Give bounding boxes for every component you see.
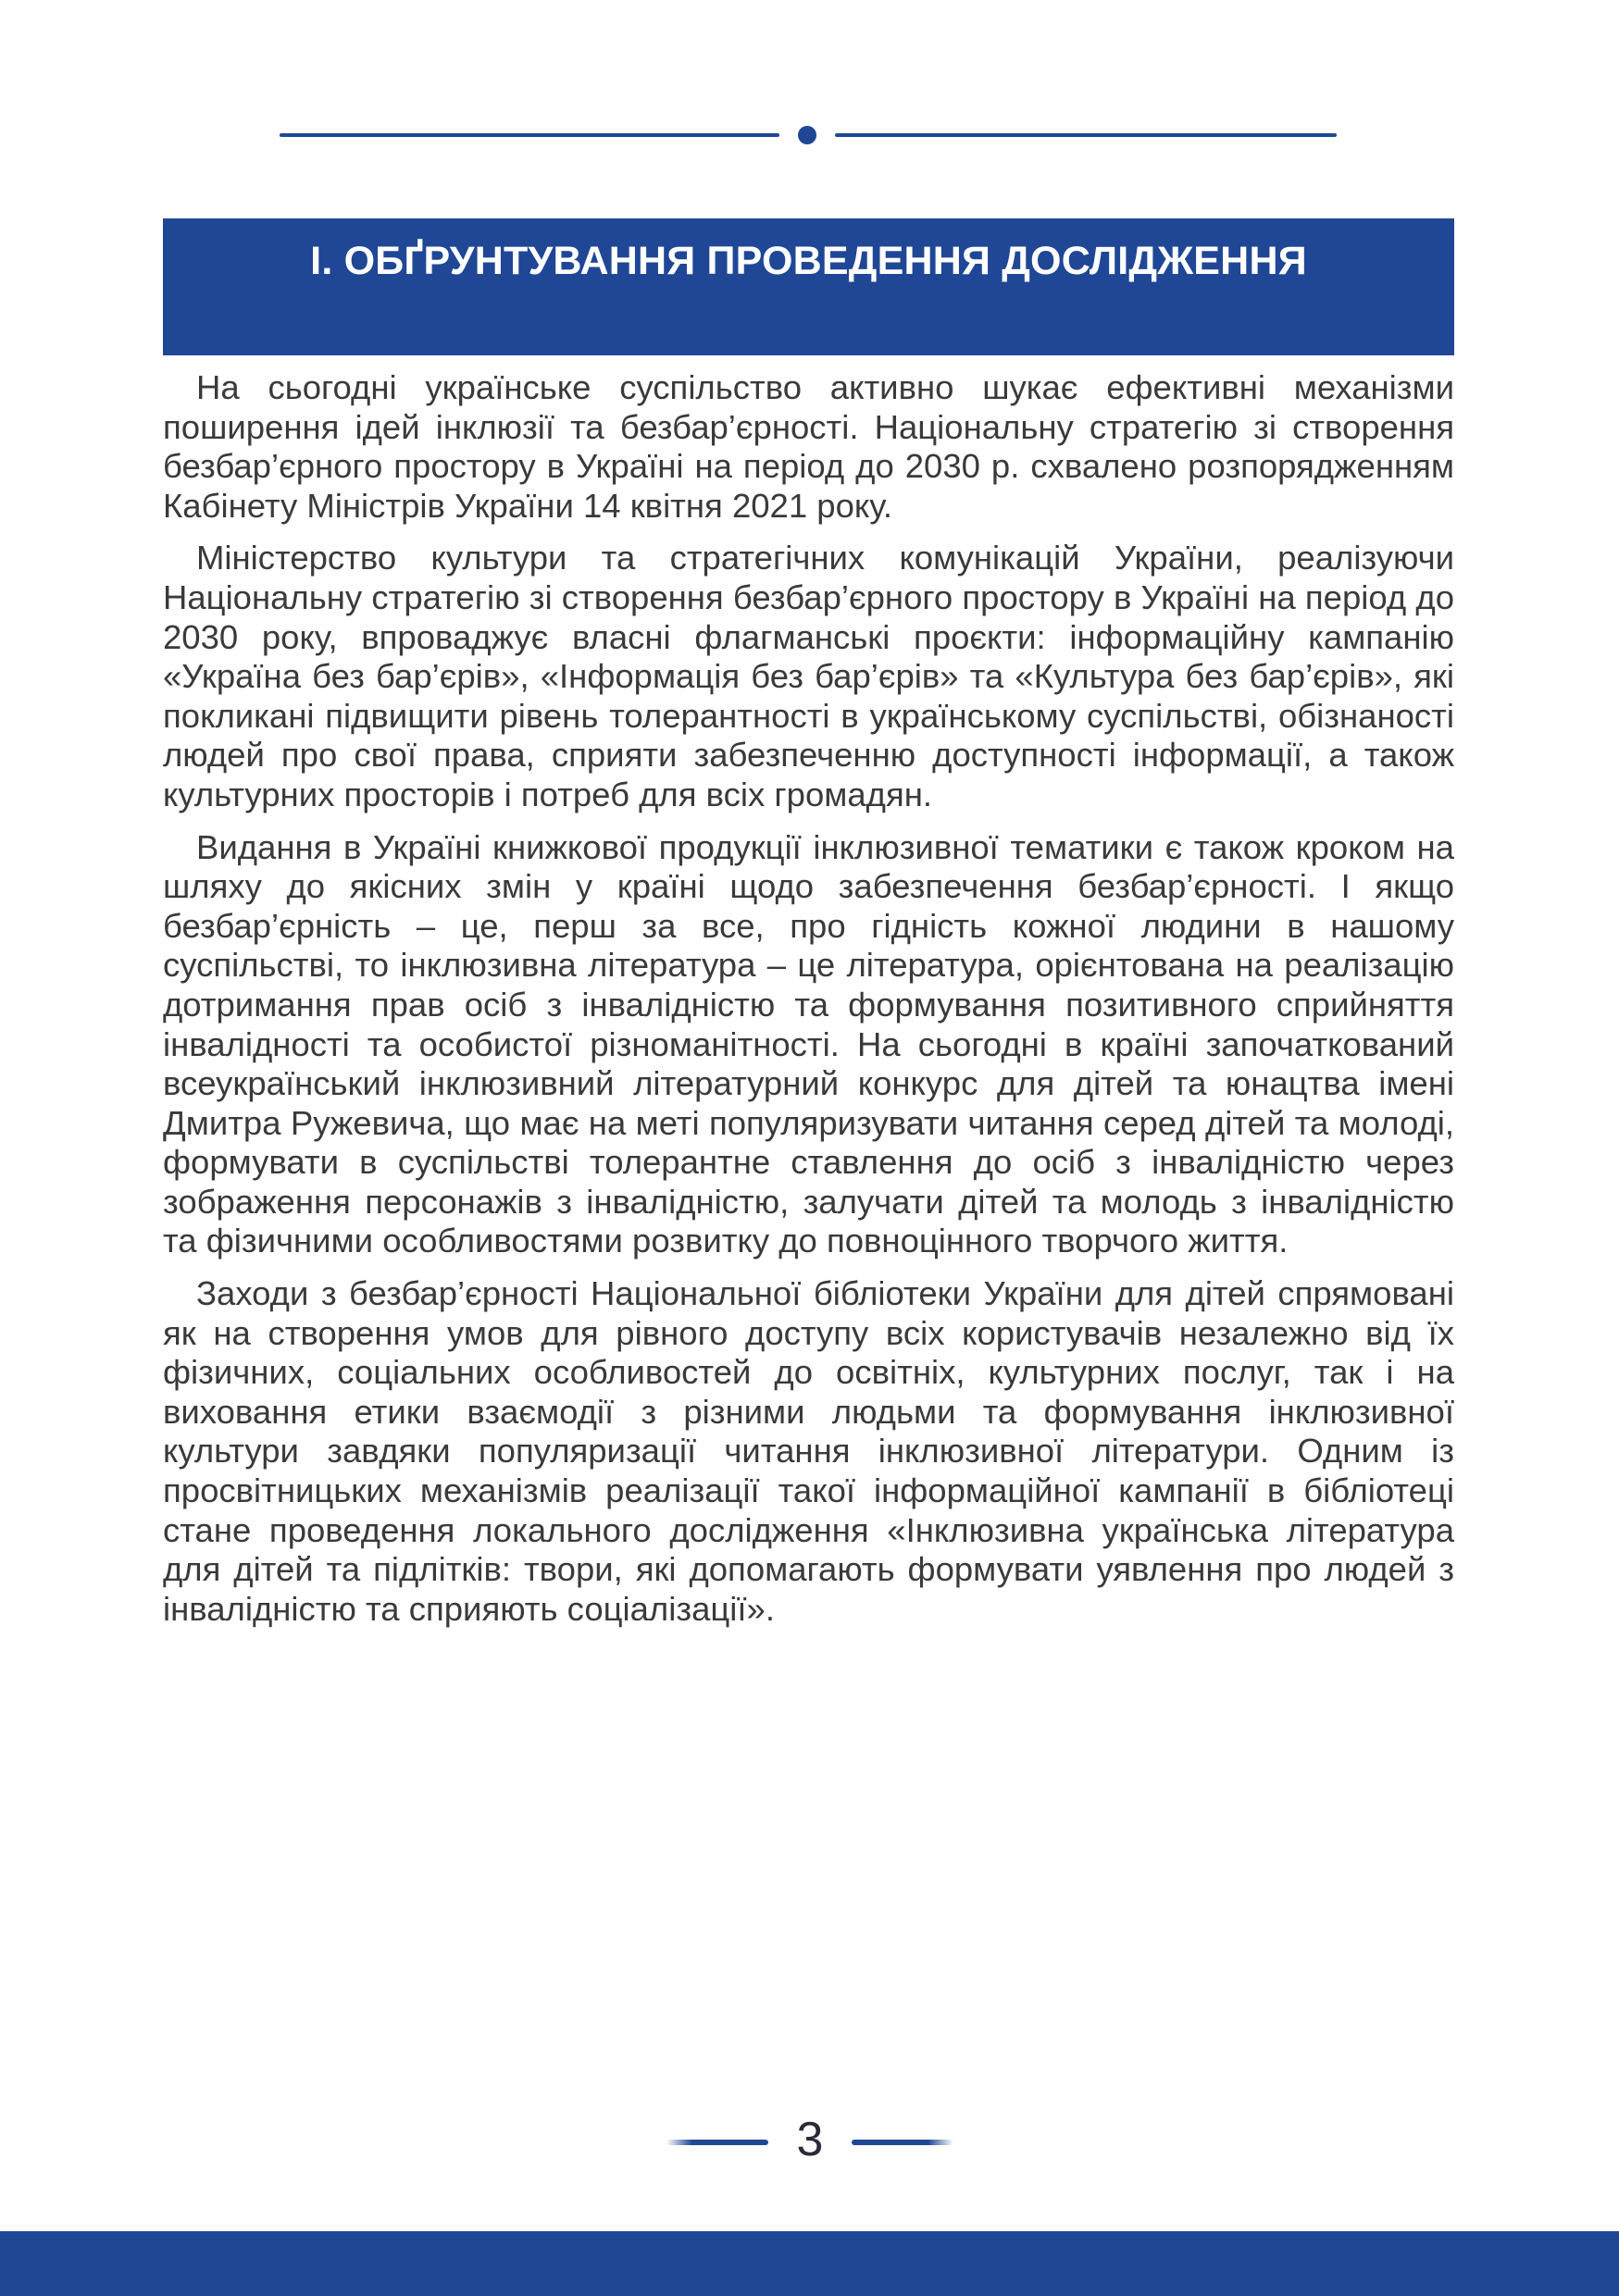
section-header [163, 218, 1454, 355]
paragraph-4: Заходи з безбар’єрності Національної бібліотеки України для дітей спрямовані як на створення умов для рівного доступу всіх користувачів незалежно від їх фізичних, соціальних особливостей до освітніх, культурних послуг, так і на виховання етики взаємодії з різними людьми та формування інклюзивної культури завдяки популяризації читання інклюзивної літератури. Одним із просвітницьких механізмів реалізації такої інформаційної кампанії в бібліотеці стане проведення локального дослідження «Інклюзивна українська література для дітей та підлітків: твори, які допомагають формувати уявлення про людей з інвалідністю та сприяють соціалізації». [163, 1274, 1454, 1628]
section-title: І. ОБҐРУНТУВАННЯ ПРОВЕДЕННЯ ДОСЛІДЖЕННЯ [310, 239, 1307, 283]
page-number-line-left [666, 2140, 768, 2145]
bottom-band [0, 2231, 1619, 2296]
paragraph-2: Міністерство культури та стратегічних комунікацій України, реалізуючи Національну стратегію зі створення безбар’єрного простору в Україні на період до 2030 року, впроваджує власні флагманські проєкти: інформаційну кампанію «Україна без бар’єрів», «Інформація без бар’єрів» та «Культура без бар’єрів», які покликані підвищити рівень толерантності в українському суспільстві, обізнаності людей про свої права, сприяти забезпеченню доступності інформації, а також культурних просторів і потреб для всіх громадян. [163, 539, 1454, 813]
body-text [163, 368, 1454, 1642]
paragraph-3: Видання в Україні книжкової продукції інклюзивної тематики є також кроком на шляху до якісних змін у країні щодо забезпечення безбар’єрності. І якщо безбар’єрність – це, перш за все, про гідність кожної людини в нашому суспільстві, то інклюзивна література – це література, орієнтована на реалізацію дотримання прав осіб з інвалідністю та формування позитивного сприйняття інвалідності та особистої різноманітності. На сьогодні в країні започаткований всеукраїнський інклюзивний літературний конкурс для дітей та юнацтва імені Дмитра Ружевича, що має на меті популяризувати читання серед дітей та молоді, формувати в суспільстві толерантне ставлення до осіб з інвалідністю через зображення персонажів з інвалідністю, залучати дітей та молодь з інвалідністю та фізичними особливостями розвитку до повноцінного творчого життя. [163, 827, 1454, 1260]
page-footer [666, 2112, 953, 2167]
paragraph-1: На сьогодні українське суспільство активно шукає ефективні механізми поширення ідей інклюзії та безбар’єрності. Національну стратегію зі створення безбар’єрного простору в Україні на період до 2030 р. схвалено розпорядженням Кабінету Міністрів України 14 квітня 2021 року. [163, 368, 1454, 525]
ornament-line-left [280, 133, 779, 137]
ornament-line-right [835, 133, 1337, 137]
top-ornament [280, 126, 1337, 144]
ornament-dot [798, 126, 816, 144]
page-number-line-right [852, 2140, 953, 2145]
page-number: 3 [796, 2113, 824, 2166]
